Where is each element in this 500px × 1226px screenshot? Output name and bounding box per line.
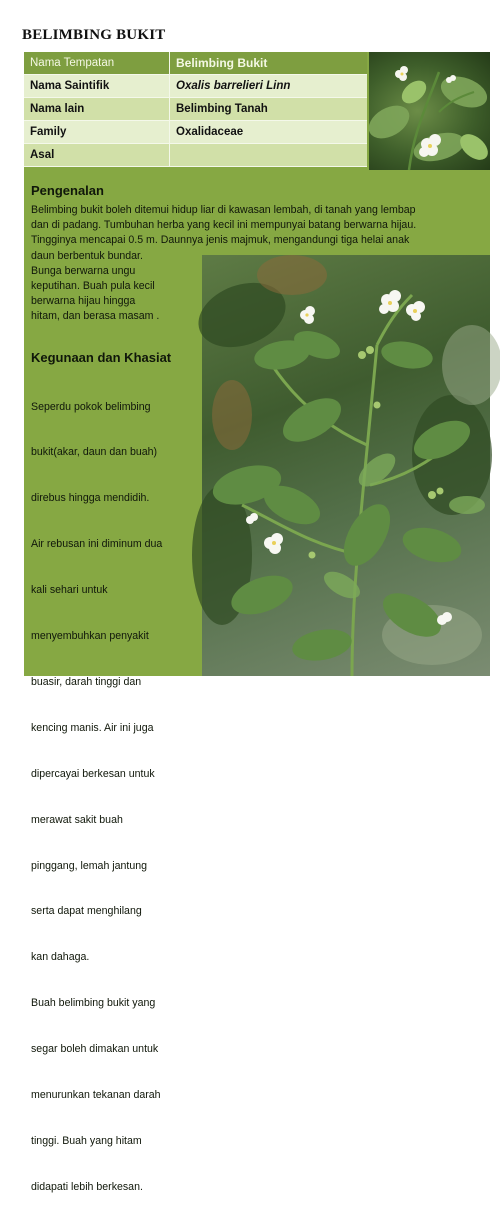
kegunaan-heading: Kegunaan dan Khasiat — [31, 350, 172, 365]
paragraph-line: Bunga berwarna ungu — [31, 264, 136, 277]
table-row — [24, 144, 367, 167]
paragraph-line: Belimbing bukit boleh ditemui hidup liar di kawasan lembah, di tanah yang lembap — [31, 204, 416, 216]
paragraph-line: hitam, dan berasa masam . — [31, 310, 160, 323]
paragraph-line: keputihan. Buah pula kecil — [31, 280, 155, 293]
paragraph-line: buasir, darah tinggi dan — [31, 675, 142, 688]
paragraph-line: daun berbentuk bundar. — [31, 249, 143, 262]
family-value: Oxalidaceae — [176, 126, 244, 138]
info-table — [24, 52, 367, 167]
paragraph-line: pinggang, lemah jantung — [31, 859, 148, 872]
header-value: Belimbing Bukit — [176, 56, 268, 70]
plant-photo-small — [369, 52, 490, 170]
row-label: Asal — [24, 144, 170, 166]
paragraph-line: dan di padang. Tumbuhan herba yang kecil ini mempunyai batang berwarna hijau. — [31, 219, 417, 232]
paragraph-line: dipercayai berkesan untuk — [31, 767, 155, 780]
table-row — [24, 75, 367, 98]
content-panel — [24, 52, 490, 1193]
other-name-value: Belimbing Tanah — [176, 103, 268, 115]
paragraph-line: bukit(akar, daun dan buah) — [31, 446, 158, 459]
table-row — [24, 98, 367, 121]
scientific-name-value: Oxalis barrelieri Linn — [176, 80, 291, 92]
paragraph-line: kali sehari untuk — [31, 584, 108, 597]
origin-value — [170, 144, 367, 166]
paragraph-line: tinggi. Buah yang hitam — [31, 1134, 142, 1147]
paragraph-line: berwarna hijau hingga — [31, 295, 136, 308]
paragraph-line: Seperdu pokok belimbing — [31, 400, 151, 413]
info-table-header — [24, 52, 367, 75]
paragraph-line: menyembuhkan penyakit — [31, 630, 149, 643]
row-label: Nama lain — [24, 98, 170, 120]
row-label: Nama Saintifik — [24, 75, 170, 97]
row-label: Family — [24, 121, 170, 143]
paragraph-line: direbus hingga mendidih. — [31, 492, 150, 505]
table-row — [24, 121, 367, 144]
paragraph-line: merawat sakit buah — [31, 813, 123, 826]
pengenalan-heading: Pengenalan — [31, 183, 104, 198]
paragraph-line: Tingginya mencapai 0.5 m. Daunnya jenis majmuk, mengandungi tiga helai anak — [31, 234, 410, 247]
paragraph-line: kencing manis. Air ini juga — [31, 721, 154, 734]
paragraph-line: segar boleh dimakan untuk — [31, 1043, 159, 1056]
plant-photo-large — [202, 255, 490, 676]
paragraph-line: Buah belimbing bukit yang — [31, 997, 156, 1010]
page-title: BELIMBING BUKIT — [22, 27, 166, 43]
paragraph-line: kan dahaga. — [31, 951, 90, 964]
kegunaan-paragraph — [31, 369, 162, 1226]
paragraph-line: menurunkan tekanan darah — [31, 1088, 161, 1101]
header-label: Nama Tempatan — [24, 52, 170, 74]
paragraph-line: didapati lebih berkesan. — [31, 1180, 143, 1193]
paragraph-line: Air rebusan ini diminum dua — [31, 538, 163, 551]
paragraph-line: serta dapat menghilang — [31, 905, 142, 918]
